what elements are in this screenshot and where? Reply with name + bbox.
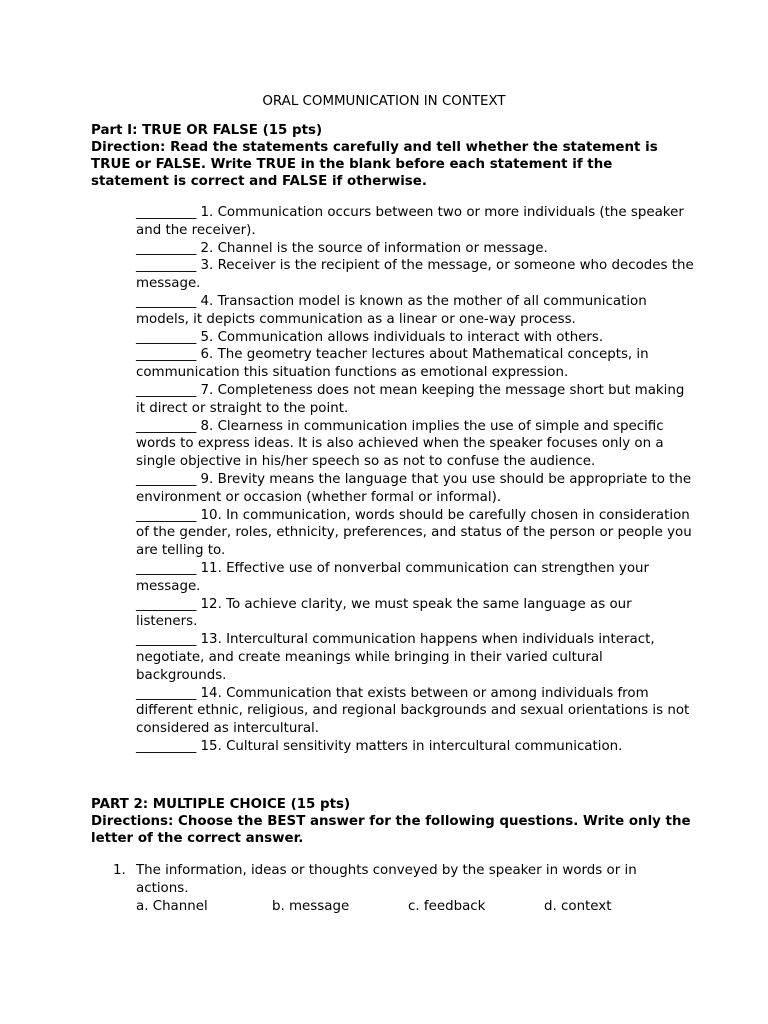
statement-text: 9. Brevity means the language that you use should be appropriate to the environment or occasion (whether formal or informal).	[136, 471, 692, 505]
part2-heading: PART 2: MULTIPLE CHOICE (15 pts)	[91, 797, 351, 812]
statement-text: 4. Transaction model is known as the mother of all communication models, it depicts communication as a linear or one-way process.	[136, 293, 647, 327]
question-item	[113, 862, 693, 915]
statement-text: 5. Communication allows individuals to interact with others.	[200, 329, 604, 345]
part1-heading: Part I: TRUE OR FALSE (15 pts)	[91, 123, 323, 138]
statement-text: 8. Clearness in communication implies the use of simple and specific words to express ideas. It is also achieved when the speaker focuses only on a single objective in his/her speech so as not to confuse the audience.	[136, 418, 664, 470]
part2-section	[91, 796, 691, 847]
statement-text: 6. The geometry teacher lectures about Mathematical concepts, in communication this situation functions as emotional expression.	[136, 347, 649, 381]
true-false-item	[136, 240, 696, 258]
true-false-item	[136, 560, 696, 596]
answer-blank[interactable]: _________	[136, 329, 197, 345]
true-false-item	[136, 507, 696, 560]
document-title: ORAL COMMUNICATION IN CONTEXT	[262, 94, 506, 109]
true-false-item	[136, 471, 696, 507]
statement-text: 14. Communication that exists between or among individuals from different ethnic, religious, and regional backgrounds and sexual orientations is not considered as intercultural.	[136, 685, 690, 737]
answer-blank[interactable]: _________	[136, 418, 197, 434]
true-false-item	[136, 631, 696, 684]
answer-blank[interactable]: _________	[136, 685, 197, 701]
true-false-list	[136, 204, 696, 756]
true-false-item	[136, 738, 696, 756]
question-text: The information, ideas or thoughts conveyed by the speaker in words or in actions.	[136, 863, 637, 896]
true-false-item	[136, 685, 696, 738]
true-false-item	[136, 329, 696, 347]
statement-text: 12. To achieve clarity, we must speak the same language as our listeners.	[136, 596, 632, 630]
answer-blank[interactable]: _________	[136, 471, 197, 487]
part2-direction: Directions: Choose the BEST answer for the following questions. Write only the letter of the correct answer.	[91, 814, 691, 846]
answer-choice[interactable]: b. message	[272, 898, 350, 914]
question-number: 1.	[113, 863, 126, 878]
answer-blank[interactable]: _________	[136, 258, 197, 274]
multiple-choice-list	[113, 862, 693, 915]
answer-blank[interactable]: _________	[136, 738, 197, 754]
statement-text: 3. Receiver is the recipient of the message, or someone who decodes the message.	[136, 258, 694, 292]
statement-text: 13. Intercultural communication happens when individuals interact, negotiate, and create meanings while bringing in their varied cultural backgrounds.	[136, 632, 655, 683]
answer-blank[interactable]: _________	[136, 382, 197, 398]
part1-section	[91, 122, 691, 190]
answer-blank[interactable]: _________	[136, 596, 197, 612]
answer-choice[interactable]: d. context	[544, 898, 612, 914]
answer-blank[interactable]: _________	[136, 632, 197, 648]
true-false-item	[136, 596, 696, 632]
answer-blank[interactable]: _________	[136, 347, 197, 363]
true-false-item	[136, 418, 696, 471]
true-false-item	[136, 293, 696, 329]
true-false-item	[136, 204, 696, 240]
answer-blank[interactable]: _________	[136, 560, 197, 576]
answer-choice[interactable]: a. Channel	[136, 898, 208, 914]
part1-direction: Direction: Read the statements carefully and tell whether the statement is TRUE or FALSE. Write TRUE in the blank before each statement if the statement is correct and FALSE if otherwise.	[91, 140, 658, 189]
true-false-item	[136, 257, 696, 293]
statement-text: 15. Cultural sensitivity matters in intercultural communication.	[200, 738, 623, 754]
answer-choices	[136, 898, 693, 916]
statement-text: 7. Completeness does not mean keeping the message short but making it direct or straight to the point.	[136, 382, 685, 416]
statement-text: 2. Channel is the source of information or message.	[200, 240, 548, 256]
statement-text: 11. Effective use of nonverbal communication can strengthen your message.	[136, 560, 650, 594]
true-false-item	[136, 346, 696, 382]
statement-text: 1. Communication occurs between two or more individuals (the speaker and the receiver).	[136, 205, 684, 238]
true-false-item	[136, 382, 696, 418]
answer-blank[interactable]: _________	[136, 293, 197, 309]
answer-choice[interactable]: c. feedback	[408, 898, 486, 914]
answer-blank[interactable]: _________	[136, 507, 197, 523]
answer-blank[interactable]: _________	[136, 240, 197, 256]
answer-blank[interactable]: _________	[136, 205, 197, 220]
statement-text: 10. In communication, words should be carefully chosen in consideration of the gender, roles, ethnicity, preferences, and status of the person or people you are telling to.	[136, 507, 692, 559]
